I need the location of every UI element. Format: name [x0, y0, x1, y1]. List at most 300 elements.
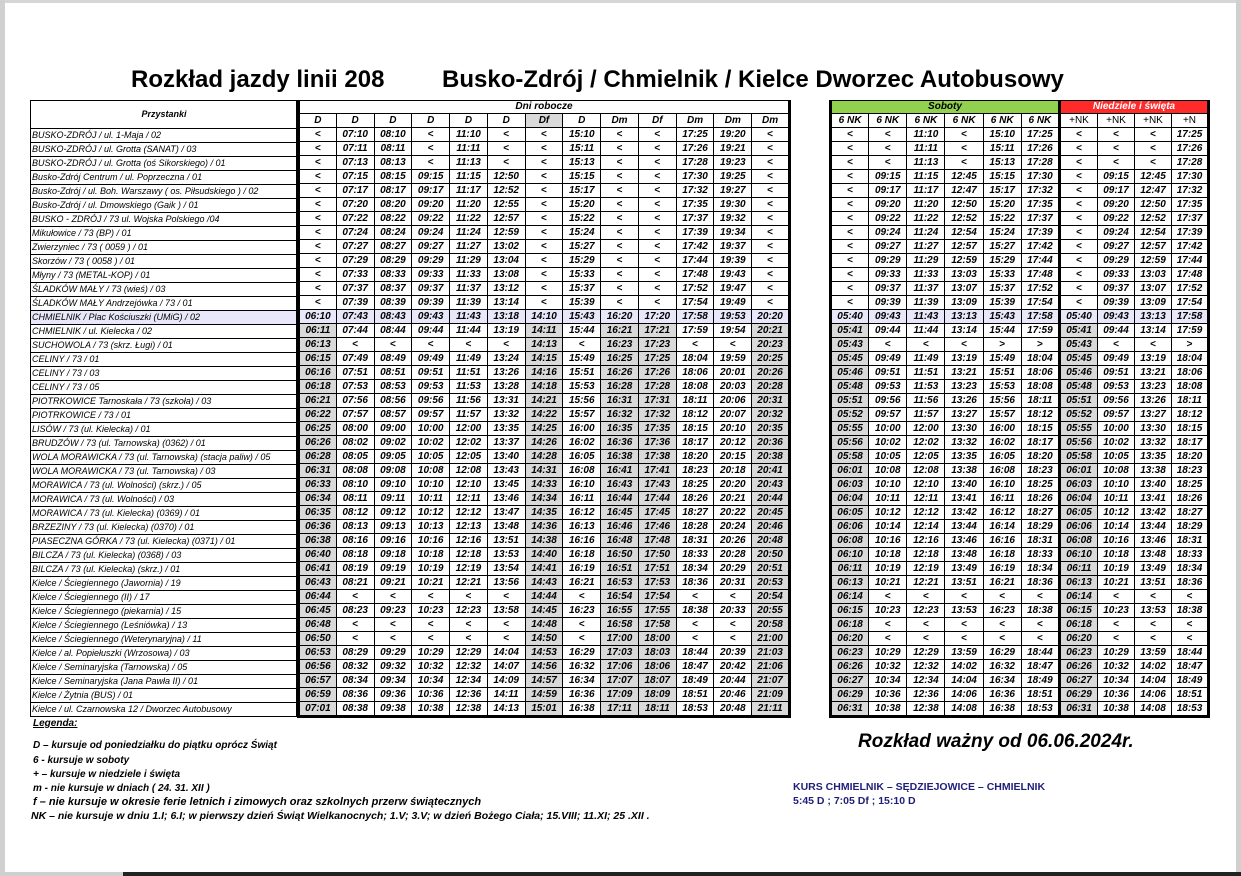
- pass-through-marker: <: [601, 128, 639, 142]
- pass-through-marker: <: [638, 268, 676, 282]
- legend-item: 6 - kursuje w soboty: [33, 755, 130, 766]
- stop-row: [31, 339, 297, 353]
- stop-row: [31, 619, 297, 633]
- departure-time: 10:02: [412, 436, 450, 450]
- departure-time: 06:05: [1061, 506, 1098, 520]
- departure-time: 09:11: [374, 492, 412, 506]
- departure-time: 18:47: [1172, 660, 1209, 674]
- time-row: [1061, 562, 1209, 576]
- departure-time: 20:07: [714, 408, 752, 422]
- pass-through-marker: <: [638, 184, 676, 198]
- time-row: [831, 282, 1060, 296]
- departure-time: 14:57: [525, 674, 563, 688]
- time-row: [831, 366, 1060, 380]
- pass-through-marker: <: [299, 282, 337, 296]
- departure-time: 13:13: [1135, 310, 1172, 324]
- time-row: [831, 534, 1060, 548]
- time-row: [299, 156, 790, 170]
- pass-through-marker: <: [945, 632, 983, 646]
- departure-time: 18:49: [1172, 674, 1209, 688]
- pass-through-marker: <: [945, 338, 983, 352]
- pass-through-marker: <: [638, 142, 676, 156]
- departure-time: 16:38: [601, 450, 639, 464]
- column-header: D: [374, 114, 412, 128]
- departure-time: 18:51: [1021, 688, 1059, 702]
- pass-through-marker: <: [1098, 618, 1135, 632]
- departure-time: 07:39: [336, 296, 374, 310]
- pass-through-marker: <: [1098, 338, 1135, 352]
- stop-row: [31, 283, 297, 297]
- time-row: [1061, 142, 1209, 156]
- pass-through-marker: <: [831, 254, 869, 268]
- departure-time: 14:21: [525, 394, 563, 408]
- departure-time: 06:40: [299, 548, 337, 562]
- departure-time: 08:24: [374, 226, 412, 240]
- departure-time: 17:28: [638, 380, 676, 394]
- departure-time: 11:29: [450, 254, 488, 268]
- departure-time: 15:13: [983, 156, 1021, 170]
- time-row: [1061, 492, 1209, 506]
- pass-through-marker: <: [869, 632, 907, 646]
- departure-time: 10:29: [869, 646, 907, 660]
- departure-time: 09:29: [1098, 254, 1135, 268]
- section-row: [831, 101, 1060, 114]
- departure-time: 17:32: [676, 184, 714, 198]
- stop-row: [31, 297, 297, 311]
- departure-time: 12:14: [907, 520, 945, 534]
- departure-time: 09:18: [374, 548, 412, 562]
- departure-time: 15:27: [563, 240, 601, 254]
- departure-time: 16:02: [983, 436, 1021, 450]
- stop-name: Kielce / Seminaryjska (Tarnowska) / 05: [31, 661, 297, 675]
- pass-through-marker: <: [601, 184, 639, 198]
- pass-through-marker: <: [1135, 590, 1172, 604]
- departure-time: 11:15: [907, 170, 945, 184]
- time-row: [1061, 338, 1209, 352]
- departure-time: 15:17: [563, 184, 601, 198]
- time-row: [831, 324, 1060, 338]
- departure-time: 10:08: [412, 464, 450, 478]
- departure-time: 08:22: [374, 212, 412, 226]
- departure-time: 07:17: [336, 184, 374, 198]
- departure-time: 06:22: [299, 408, 337, 422]
- departure-time: 06:11: [1061, 562, 1098, 576]
- departure-time: 11:11: [907, 142, 945, 156]
- departure-time: 16:55: [601, 604, 639, 618]
- departure-time: 14:16: [525, 366, 563, 380]
- departure-time: 07:51: [336, 366, 374, 380]
- time-row: [1061, 576, 1209, 590]
- departure-time: 08:16: [336, 534, 374, 548]
- departure-time: 12:19: [907, 562, 945, 576]
- departure-time: 13:04: [487, 254, 525, 268]
- pass-through-marker: <: [869, 128, 907, 142]
- stop-name: MORAWICA / 73 (ul. Kielecka) (0369) / 01: [31, 507, 297, 521]
- time-row: [1061, 282, 1209, 296]
- departure-time: 13:07: [1135, 282, 1172, 296]
- departure-time: 18:08: [1172, 380, 1209, 394]
- departure-time: 18:38: [1172, 604, 1209, 618]
- time-row: [299, 520, 790, 534]
- departure-time: 12:23: [907, 604, 945, 618]
- departure-time: 16:20: [601, 310, 639, 324]
- stop-name: BUSKO - ZDRÓJ / 73 ul. Wojska Polskiego /04: [31, 213, 297, 227]
- departure-time: 13:13: [945, 310, 983, 324]
- stop-row: [31, 437, 297, 451]
- departure-time: 12:10: [907, 478, 945, 492]
- departure-time: 12:05: [907, 450, 945, 464]
- time-row: [299, 338, 790, 352]
- departure-time: 14:26: [525, 436, 563, 450]
- stop-name: CELINY / 73 / 03: [31, 367, 297, 381]
- stop-name: PIOTRKOWICE Tarnoskała / 73 (szkoła) / 03: [31, 395, 297, 409]
- departure-time: 06:48: [299, 618, 337, 632]
- departure-time: 12:50: [945, 198, 983, 212]
- departure-time: 12:16: [907, 534, 945, 548]
- departure-time: 18:06: [1021, 366, 1059, 380]
- departure-time: 13:48: [945, 548, 983, 562]
- time-row: [299, 324, 790, 338]
- departure-time: 06:21: [299, 394, 337, 408]
- departure-time: 08:51: [374, 366, 412, 380]
- departure-time: 18:33: [676, 548, 714, 562]
- departure-time: 12:45: [945, 170, 983, 184]
- departure-time: 16:38: [563, 702, 601, 717]
- column-header: 6 NK: [1021, 114, 1059, 128]
- time-row: [1061, 604, 1209, 618]
- departure-time: 18:09: [638, 688, 676, 702]
- departure-time: 16:11: [983, 492, 1021, 506]
- departure-time: 06:38: [299, 534, 337, 548]
- pass-through-marker: <: [601, 282, 639, 296]
- departure-time: 15:56: [983, 394, 1021, 408]
- departure-time: 05:43: [1061, 338, 1098, 352]
- departure-time: 08:27: [374, 240, 412, 254]
- stop-row: [31, 479, 297, 493]
- pass-through-marker: <: [752, 240, 790, 254]
- pass-through-marker: <: [1135, 142, 1172, 156]
- departure-time: 08:10: [336, 478, 374, 492]
- departure-time: 12:18: [907, 548, 945, 562]
- departure-time: 11:39: [450, 296, 488, 310]
- departure-time: 13:44: [945, 520, 983, 534]
- departure-time: 11:33: [907, 268, 945, 282]
- departure-time: 12:29: [450, 646, 488, 660]
- departure-time: 12:23: [450, 604, 488, 618]
- time-row: [299, 478, 790, 492]
- departure-time: 19:23: [714, 156, 752, 170]
- departure-time: 14:48: [525, 618, 563, 632]
- departure-time: 06:41: [299, 562, 337, 576]
- pass-through-marker: <: [752, 226, 790, 240]
- departure-time: 10:16: [869, 534, 907, 548]
- departure-time: 16:19: [563, 562, 601, 576]
- departure-time: 20:48: [714, 702, 752, 717]
- departure-time: 05:52: [831, 408, 869, 422]
- pass-through-marker: <: [1061, 212, 1098, 226]
- departure-time: 08:38: [336, 702, 374, 717]
- departure-time: 17:42: [1021, 240, 1059, 254]
- departure-time: 14:28: [525, 450, 563, 464]
- departure-time: 16:18: [983, 548, 1021, 562]
- departure-time: 09:20: [1098, 198, 1135, 212]
- departure-time: 09:33: [869, 268, 907, 282]
- departure-time: 16:16: [563, 534, 601, 548]
- pass-through-marker: <: [525, 254, 563, 268]
- stop-row: [31, 409, 297, 423]
- time-row: [299, 590, 790, 604]
- time-row: [1061, 478, 1209, 492]
- departure-time: 08:08: [336, 464, 374, 478]
- departure-time: 09:15: [1098, 170, 1135, 184]
- departure-time: 19:53: [714, 310, 752, 324]
- time-row: [299, 646, 790, 660]
- time-row: [831, 352, 1060, 366]
- departure-time: 12:59: [487, 226, 525, 240]
- time-row: [831, 394, 1060, 408]
- departure-time: 21:03: [752, 646, 790, 660]
- time-row: [1061, 646, 1209, 660]
- stop-row: [31, 269, 297, 283]
- time-row: [1061, 226, 1209, 240]
- departure-time: 12:21: [450, 576, 488, 590]
- departure-time: 09:17: [869, 184, 907, 198]
- departure-time: 17:30: [1021, 170, 1059, 184]
- departure-time: 17:32: [1021, 184, 1059, 198]
- departure-time: 09:29: [869, 254, 907, 268]
- departure-time: 13:53: [1135, 604, 1172, 618]
- departure-time: 09:13: [374, 520, 412, 534]
- pass-through-marker: <: [299, 128, 337, 142]
- departure-time: 06:31: [299, 464, 337, 478]
- departure-time: 07:01: [299, 702, 337, 717]
- departure-time: 12:29: [907, 646, 945, 660]
- departure-time: 17:35: [1021, 198, 1059, 212]
- departure-time: 18:29: [1021, 520, 1059, 534]
- departure-time: 16:26: [601, 366, 639, 380]
- departure-time: 10:18: [1098, 548, 1135, 562]
- departure-time: 16:23: [983, 604, 1021, 618]
- time-row: [1061, 324, 1209, 338]
- departure-time: 17:59: [1021, 324, 1059, 338]
- pass-through-marker: <: [1172, 632, 1209, 646]
- departure-time: 10:10: [869, 478, 907, 492]
- pass-through-marker: >: [983, 338, 1021, 352]
- departure-time: 11:20: [907, 198, 945, 212]
- departure-time: 13:21: [945, 366, 983, 380]
- departure-time: 09:00: [374, 422, 412, 436]
- departure-time: 06:27: [1061, 674, 1098, 688]
- stop-name: Kielce / al. Popiełuszki (Wrzosowa) / 03: [31, 647, 297, 661]
- departure-time: 17:45: [638, 506, 676, 520]
- departure-time: 07:15: [336, 170, 374, 184]
- pass-through-marker: <: [601, 198, 639, 212]
- departure-time: 09:37: [869, 282, 907, 296]
- stop-name: BUSKO-ZDRÓJ / ul. Grotta (SANAT) / 03: [31, 143, 297, 157]
- departure-time: 17:26: [1021, 142, 1059, 156]
- departure-time: 17:52: [676, 282, 714, 296]
- time-row: [299, 366, 790, 380]
- pass-through-marker: <: [907, 618, 945, 632]
- departure-time: 06:18: [299, 380, 337, 394]
- departure-time: 09:29: [412, 254, 450, 268]
- departure-time: 15:24: [983, 226, 1021, 240]
- time-row: [299, 184, 790, 198]
- time-row: [1061, 422, 1209, 436]
- time-row: [1061, 170, 1209, 184]
- departure-time: 08:33: [374, 268, 412, 282]
- pass-through-marker: <: [601, 226, 639, 240]
- departure-time: 15:29: [563, 254, 601, 268]
- departure-time: 13:14: [487, 296, 525, 310]
- departure-time: 07:27: [336, 240, 374, 254]
- departure-time: 06:36: [299, 520, 337, 534]
- departure-time: 11:49: [450, 352, 488, 366]
- departure-time: 08:49: [374, 352, 412, 366]
- departure-time: 05:56: [1061, 436, 1098, 450]
- departure-time: 13:53: [487, 548, 525, 562]
- departure-time: 16:16: [983, 534, 1021, 548]
- departure-time: 06:59: [299, 688, 337, 702]
- time-row: [299, 604, 790, 618]
- departure-time: 15:57: [563, 408, 601, 422]
- departure-time: 05:48: [1061, 380, 1098, 394]
- pass-through-marker: <: [1098, 590, 1135, 604]
- departure-time: 09:24: [869, 226, 907, 240]
- departure-time: 15:39: [983, 296, 1021, 310]
- pass-through-marker: <: [983, 618, 1021, 632]
- departure-time: 06:03: [1061, 478, 1098, 492]
- departure-time: 21:06: [752, 660, 790, 674]
- time-row: [1061, 590, 1209, 604]
- column-header: 6 NK: [945, 114, 983, 128]
- column-header: 6 NK: [869, 114, 907, 128]
- departure-time: 18:15: [1172, 422, 1209, 436]
- pass-through-marker: <: [525, 184, 563, 198]
- column-header: +NK: [1135, 114, 1172, 128]
- departure-time: 16:29: [563, 646, 601, 660]
- departure-time: 07:11: [336, 142, 374, 156]
- departure-time: 20:32: [752, 408, 790, 422]
- pass-through-marker: <: [752, 254, 790, 268]
- time-row: [831, 184, 1060, 198]
- departure-time: 08:21: [336, 576, 374, 590]
- departure-time: 20:28: [752, 380, 790, 394]
- departure-time: 09:17: [1098, 184, 1135, 198]
- departure-time: 16:34: [983, 674, 1021, 688]
- departure-time: 07:24: [336, 226, 374, 240]
- departure-time: 06:08: [831, 534, 869, 548]
- column-header: Dm: [714, 114, 752, 128]
- pass-through-marker: <: [831, 212, 869, 226]
- stop-name: BRZEZINY / 73 (ul. Kielecka) (0370) / 01: [31, 521, 297, 535]
- time-row: [831, 632, 1060, 646]
- stop-name: Zwierzyniec / 73 ( 0059 ) / 01: [31, 241, 297, 255]
- pass-through-marker: <: [374, 632, 412, 646]
- departure-time: 08:13: [374, 156, 412, 170]
- departure-time: 12:02: [450, 436, 488, 450]
- time-row: [299, 702, 790, 717]
- pass-through-marker: <: [336, 618, 374, 632]
- departure-time: 10:23: [412, 604, 450, 618]
- departure-time: 18:29: [1172, 520, 1209, 534]
- pass-through-marker: <: [945, 128, 983, 142]
- stop-name: MORAWICA / 73 (ul. Wolności) (skrz.) / 05: [31, 479, 297, 493]
- departure-time: 07:10: [336, 128, 374, 142]
- pass-through-marker: <: [638, 170, 676, 184]
- departure-time: 13:09: [945, 296, 983, 310]
- departure-time: 16:38: [983, 702, 1021, 717]
- stop-row: [31, 507, 297, 521]
- stop-name: ŚLADKÓW MAŁY Andrzejówka / 73 / 01: [31, 297, 297, 311]
- departure-time: 20:41: [752, 464, 790, 478]
- pass-through-marker: <: [487, 590, 525, 604]
- pass-through-marker: <: [1061, 184, 1098, 198]
- pass-through-marker: <: [601, 268, 639, 282]
- departure-time: 21:09: [752, 688, 790, 702]
- pass-through-marker: <: [601, 170, 639, 184]
- departure-time: 14:11: [487, 688, 525, 702]
- pass-through-marker: <: [412, 618, 450, 632]
- departure-time: 15:44: [983, 324, 1021, 338]
- departure-time: 08:29: [374, 254, 412, 268]
- departure-time: 12:54: [1135, 226, 1172, 240]
- departure-time: 10:05: [869, 450, 907, 464]
- stop-row: [31, 143, 297, 157]
- departure-time: 13:44: [1135, 520, 1172, 534]
- departure-time: 19:59: [714, 352, 752, 366]
- departure-time: 13:51: [487, 534, 525, 548]
- departure-time: 06:34: [299, 492, 337, 506]
- departure-time: 17:09: [601, 688, 639, 702]
- departure-time: 06:29: [831, 688, 869, 702]
- pass-through-marker: <: [1098, 156, 1135, 170]
- departure-time: 10:32: [1098, 660, 1135, 674]
- departure-time: 13:59: [1135, 646, 1172, 660]
- departure-time: 12:50: [1135, 198, 1172, 212]
- departure-time: 21:00: [752, 632, 790, 646]
- departure-time: 09:51: [412, 366, 450, 380]
- departure-time: 17:54: [676, 296, 714, 310]
- departure-time: 18:20: [1021, 450, 1059, 464]
- departure-time: 18:08: [1021, 380, 1059, 394]
- departure-time: 11:51: [907, 366, 945, 380]
- time-row: [299, 450, 790, 464]
- departure-time: 06:14: [1061, 590, 1098, 604]
- departure-time: 18:27: [676, 506, 714, 520]
- pass-through-marker: <: [450, 632, 488, 646]
- departure-time: 08:20: [374, 198, 412, 212]
- legend-item: m - nie kursuje w dniach ( 24. 31. XII ): [33, 783, 210, 794]
- departure-time: 18:23: [676, 464, 714, 478]
- departure-time: 09:39: [869, 296, 907, 310]
- departure-time: 08:19: [336, 562, 374, 576]
- departure-time: 16:12: [983, 506, 1021, 520]
- time-row: [1061, 506, 1209, 520]
- departure-time: 09:36: [374, 688, 412, 702]
- time-row: [1061, 212, 1209, 226]
- departure-time: 13:49: [945, 562, 983, 576]
- departure-time: 17:36: [638, 436, 676, 450]
- pass-through-marker: <: [638, 254, 676, 268]
- departure-time: 06:13: [831, 576, 869, 590]
- departure-time: 11:22: [907, 212, 945, 226]
- time-row: [1061, 128, 1209, 142]
- departure-time: 06:13: [1061, 576, 1098, 590]
- stop-row: [31, 577, 297, 591]
- time-row: [1061, 394, 1209, 408]
- departure-time: 09:16: [374, 534, 412, 548]
